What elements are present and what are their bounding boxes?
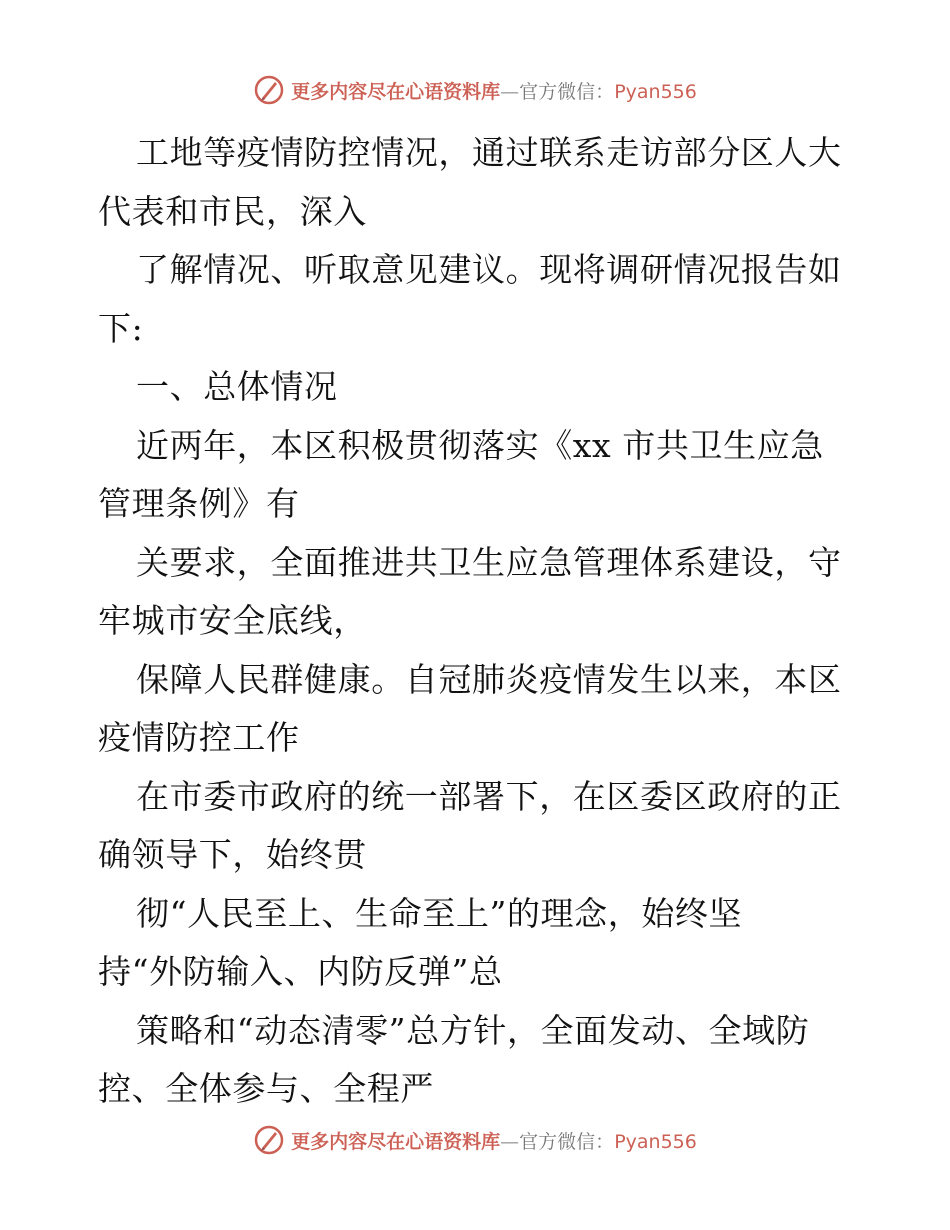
text-line: 确领导下，始终贯 [98,835,367,874]
document-body [98,124,858,1119]
text-line: 彻“人民至上、生命至上”的理念，始终坚 [136,893,743,933]
text-line: 工地等疫情防控情况，通过联系走访部分区人大 [136,133,842,172]
text-line: 一、总体情况 [136,367,338,406]
text-line: 在市委市政府的统一部署下，在区委区政府的正 [136,776,842,816]
footer-watermark [0,1122,950,1158]
watermark-contact-handle: Pyan556 [614,80,697,103]
quill-pen-logo-icon [253,1124,285,1156]
watermark-separator: — [500,1130,520,1153]
header-watermark [0,72,950,108]
text-line: 管理条例》有 [98,484,300,523]
text-line: 牢城市安全底线， [98,601,367,640]
watermark-contact-handle: Pyan556 [614,1130,697,1153]
text-line: 代表和市民，深入 [98,191,367,231]
text-line: 近两年，本区积极贯彻落实《xx 市共卫生应急 [136,425,824,465]
quill-pen-logo-icon [253,74,285,106]
watermark-contact-label: 官方微信： [519,1130,615,1153]
text-line: 控、全体参与、全程严 [98,1069,434,1108]
watermark-text [291,1127,697,1154]
watermark-separator: — [500,80,520,103]
watermark-text [291,77,697,104]
watermark-brand: 更多内容尽在心语资料库 [291,1130,501,1153]
watermark-contact-label: 官方微信： [519,80,615,103]
text-line: 保障人民群健康。自冠肺炎疫情发生以来，本区 [136,659,842,699]
watermark-brand: 更多内容尽在心语资料库 [291,80,501,103]
text-line: 下: [98,308,144,348]
text-line: 策略和“动态清零”总方针，全面发动、全域防 [136,1010,810,1050]
text-line: 持“外防输入、内防反弹”总 [98,952,503,991]
text-line: 关要求，全面推进共卫生应急管理体系建设，守 [136,542,842,582]
text-line: 疫情防控工作 [98,718,300,757]
text-line: 了解情况、听取意见建议。现将调研情况报告如 [136,250,842,289]
